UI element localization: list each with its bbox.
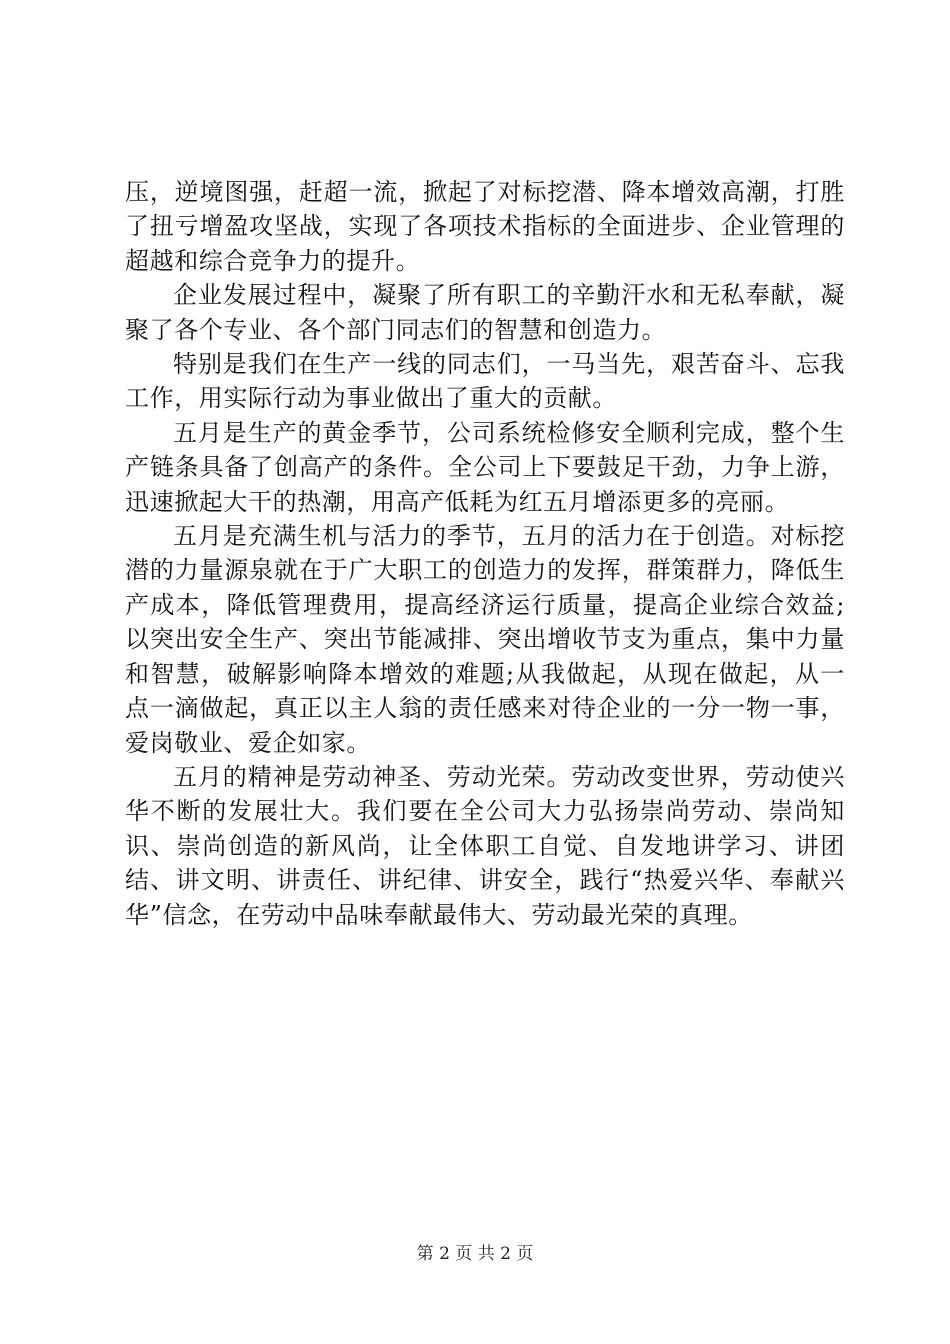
paragraph-3: 特别是我们在生产一线的同志们，一马当先，艰苦奋斗、忘我工作，用实际行动为事业做出了重大的贡献。 <box>125 350 845 413</box>
paragraph-4: 五月是生产的黄金季节，公司系统检修安全顺利完成，整个生产链条具备了创高产的条件。全公司上下要鼓足干劲，力争上游，迅速掀起大干的热潮，用高产低耗为红五月增添更多的亮丽。 <box>125 418 845 516</box>
page-footer <box>0 1244 950 1264</box>
document-body <box>125 175 845 932</box>
page-number-label: 第 2 页 共 2 页 <box>416 1244 534 1264</box>
paragraph-6: 五月的精神是劳动神圣、劳动光荣。劳动改变世界，劳动使兴华不断的发展壮大。我们要在全公司大力弘扬崇尚劳动、崇尚知识、崇尚创造的新风尚，让全体职工自觉、自发地讲学习、讲团结、讲文明、讲责任、讲纪律、讲安全，践行“热爱兴华、奉献兴华”信念，在劳动中品味奉献最伟大、劳动最光荣的真理。 <box>125 762 845 929</box>
paragraph-2: 企业发展过程中，凝聚了所有职工的辛勤汗水和无私奉献，凝聚了各个专业、各个部门同志们的智慧和创造力。 <box>125 281 845 344</box>
paragraph-1: 压，逆境图强，赶超一流，掀起了对标挖潜、降本增效高潮，打胜了扭亏增盈攻坚战，实现了各项技术指标的全面进步、企业管理的超越和综合竞争力的提升。 <box>125 178 845 275</box>
paragraph-5: 五月是充满生机与活力的季节，五月的活力在于创造。对标挖潜的力量源泉就在于广大职工的创造力的发挥，群策群力，降低生产成本，降低管理费用，提高经济运行质量，提高企业综合效益;以突出安全生产、突出节能减排、突出增收节支为重点，集中力量和智慧，破解影响降本增效的难题;从我做起，从现在做起，从一点一滴做起，真正以主人翁的责任感来对待企业的一分一物一事，爱岗敬业、爱企如家。 <box>125 522 845 757</box>
